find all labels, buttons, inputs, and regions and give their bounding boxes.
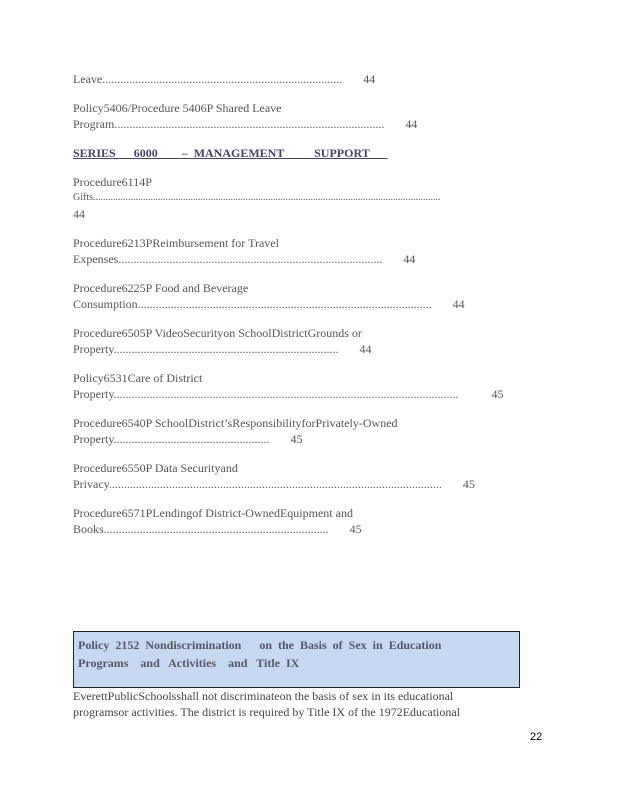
toc-line: Gifts...........................................................................................................................................	[73, 192, 441, 203]
toc-line: Leave................................................................................ 44	[73, 72, 376, 86]
toc-entry	[73, 100, 513, 132]
toc-entry	[73, 235, 513, 267]
toc-entry	[73, 325, 513, 357]
policy-heading-box	[73, 631, 520, 688]
toc-entry	[73, 174, 513, 222]
body-line: EverettPublicSchoolsshall not discriminateon the basis of sex in its educational	[73, 689, 454, 703]
policy-body-text	[73, 688, 513, 720]
toc-line: Procedure6225P Food and Beverage	[73, 281, 249, 295]
policy-heading-line: Policy 2152 Nondiscrimination on the Basis of Sex in Education	[78, 638, 442, 652]
toc-line: Property.................................................... 45	[73, 432, 303, 446]
body-line: programsor activities. The district is required by Title IX of the 1972Educational	[73, 705, 461, 719]
series-heading: SERIES 6000 – MANAGEMENT SUPPORT	[73, 146, 388, 160]
toc-line: Procedure6571PLendingof District-OwnedEquipment and	[73, 506, 353, 520]
series-heading-entry	[73, 145, 513, 161]
toc-line: Expenses........................................................................................ 44	[73, 252, 416, 266]
toc-line: Books........................................................................... 45	[73, 522, 362, 536]
toc-entry	[73, 415, 513, 447]
toc-entry	[73, 460, 513, 492]
toc-line: Program.......................................................................................... 44	[73, 117, 418, 131]
toc-entry	[73, 370, 513, 402]
toc-line: Consumption.................................................................................................. 44	[73, 297, 465, 311]
toc-entry	[73, 505, 513, 537]
toc-line: Privacy............................................................................................................... 45	[73, 477, 475, 491]
toc-line: Property................................................................................................................... 45	[73, 387, 504, 401]
toc-line: Procedure6505P VideoSecurityon SchoolDistrictGrounds or	[73, 326, 362, 340]
page-number: 22	[530, 731, 543, 743]
toc-entry	[73, 280, 513, 312]
policy-heading-line: Programs and Activities and Title IX	[78, 656, 300, 670]
toc-line: Procedure6114P	[73, 175, 152, 189]
toc-line: Procedure6540P SchoolDistrict’sResponsibilityforPrivately-Owned	[73, 416, 398, 430]
toc-line: Property........................................................................... 44	[73, 342, 372, 356]
toc-line: Policy6531Care of District	[73, 371, 203, 385]
toc-line: 44	[73, 207, 85, 221]
toc-line: Procedure6213PReimbursement for Travel	[73, 236, 279, 250]
toc-line: Procedure6550P Data Securityand	[73, 461, 238, 475]
toc-line: Policy5406/Procedure 5406P Shared Leave	[73, 101, 282, 115]
toc-entry	[73, 71, 513, 87]
table-of-contents	[73, 71, 513, 537]
